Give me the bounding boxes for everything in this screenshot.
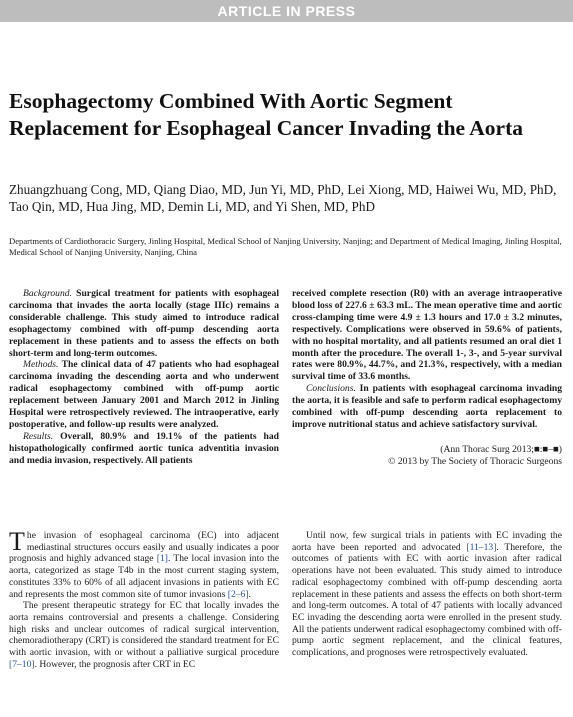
drop-cap: T xyxy=(9,527,25,556)
article-in-press-banner: ARTICLE IN PRESS xyxy=(0,0,573,22)
article-title: Esophagectomy Combined With Aortic Segment Replacement for Esophageal Cancer Invading the Aorta xyxy=(9,89,523,140)
conclusions-text: In patients with esophageal carcinoma invading the aorta, it is feasible and safe to perform radical esophagectomy combined with off-pump descending aorta replacement to improve nutritional status and achieve satisfactory survival. xyxy=(292,383,562,430)
abstract-right-column xyxy=(292,288,562,468)
background-label: Background. xyxy=(23,288,72,299)
intro-paragraph-2 xyxy=(9,600,279,670)
reference-link[interactable]: [2–6] xyxy=(227,588,249,600)
abstract-left-column xyxy=(9,288,279,467)
copyright-notice: © 2013 by The Society of Thoracic Surgeons xyxy=(388,455,562,467)
abstract-methods xyxy=(9,359,279,430)
intro-p1-text-b: . The local invasion into the aorta, categorized as stage T4b in the most current staging system, constitutes 33% to 60% of all adjacent invasions in patients with EC and represents the most common site of tumor invasions xyxy=(9,553,280,600)
abstract-conclusions xyxy=(292,383,562,431)
methods-text: The clinical data of 47 patients who had esophageal carcinoma invading the descending aorta and who underwent radical esophagectomy combined with off-pump aortic replacement between January 2001 and March 2012 in Jinling Hospital were retrospectively reviewed. The intraoperative, early postoperative, and follow-up results were analyzed. xyxy=(9,359,279,430)
intro-p3-text-a: Until now, few surgical trials in patients with EC invading the aorta have been reported and advocated xyxy=(292,530,562,553)
intro-p2-text-a: The present therapeutic strategy for EC that locally invades the aorta remains controversial and presents a challenge. Considering high risks and unclear outcomes of radical surgical intervention, chemoradiotherapy (CRT) is considered the standard treatment for EC with aortic invasion, with or without a palliative surgical procedure xyxy=(9,600,279,659)
reference-link[interactable]: [7–10] xyxy=(9,658,35,670)
intro-paragraph-3 xyxy=(292,530,562,659)
journal-citation: (Ann Thorac Surg 2013;■:■–■) xyxy=(440,443,562,455)
intro-paragraph-1 xyxy=(9,527,280,600)
methods-label: Methods. xyxy=(23,359,59,371)
body-left-column xyxy=(9,527,280,670)
abstract-background xyxy=(9,288,279,359)
abstract-results-continued xyxy=(292,288,562,383)
body-right-column xyxy=(292,530,562,659)
abstract-results xyxy=(9,431,279,467)
intro-p1-text-a: he invasion of esophageal carcinoma (EC) into adjacent mediastinal structures occurs easily and usually indicates a poor prognosis and highly advanced stage xyxy=(9,530,279,565)
intro-p2-text-b: . However, the prognosis after CRT in EC xyxy=(34,658,196,670)
results-text-b: received complete resection (R0) with an average intraoperative blood loss of 227.6 ± 63.3 mL. The mean operative time and aortic cross-clamping time were 4.9 ± 1.3 hours and 17.0 ± 3.2 minutes, respectively. Complications were observed in 59.6% of patients, with no hospital mortality, and all patients resumed an oral diet 1 month after the procedure. The overall 1-, 3-, and 5-year survival rates were 80.9%, 44.7%, and 21.3%, respectively, with a median survival time of 33.6 months. xyxy=(292,288,562,383)
conclusions-label: Conclusions. xyxy=(306,383,356,395)
results-text-a: Overall, 80.9% and 19.1% of the patients had histopathologically confirmed aortic tunica adventitia invasion and media invasion, respectively. All patients xyxy=(9,430,279,466)
intro-p1-text-c: . xyxy=(248,588,251,600)
affiliation: Departments of Cardiothoracic Surgery, Jinling Hospital, Medical School of Nanjing University, Nanjing; and Department of Medical Imaging, Jinling Hospital, Medical School of Nanjing University, Nanjing, China xyxy=(9,236,562,257)
reference-link[interactable]: [1] xyxy=(156,553,168,565)
background-text: Surgical treatment for patients with esophageal carcinoma that invades the aorta locally (stage IIIc) remains a considerable challenge. This study aimed to introduce radical esophagectomy combined with off-pump descending aorta replacement in these patients and to assess the effects on both short-term and long-term outcomes. xyxy=(9,288,280,359)
intro-p3-text-b: . Therefore, the outcomes of patients with EC with aortic invasion after radical operations have not been evaluated. This study aimed to introduce radical esophagectomy combined with off-pump descending aorta replacement in these patients and assess the effects on both short-term and long-term outcomes. A total of 47 patients with locally advanced EC invading the descending aorta were enrolled in the present study. All the patients underwent radical esophagectomy combined with off-pump aortic segment replacement, and the clinical features, complications, and prognoses were retrospectively evaluated. xyxy=(292,541,562,659)
reference-link[interactable]: [11–13] xyxy=(466,541,497,553)
author-list: Zhuangzhuang Cong, MD, Qiang Diao, MD, Jun Yi, MD, PhD, Lei Xiong, MD, Haiwei Wu, MD, PhD, Tao Qin, MD, Hua Jing, MD, Demin Li, MD, and Yi Shen, MD, PhD xyxy=(9,182,557,214)
results-label: Results. xyxy=(23,430,54,442)
